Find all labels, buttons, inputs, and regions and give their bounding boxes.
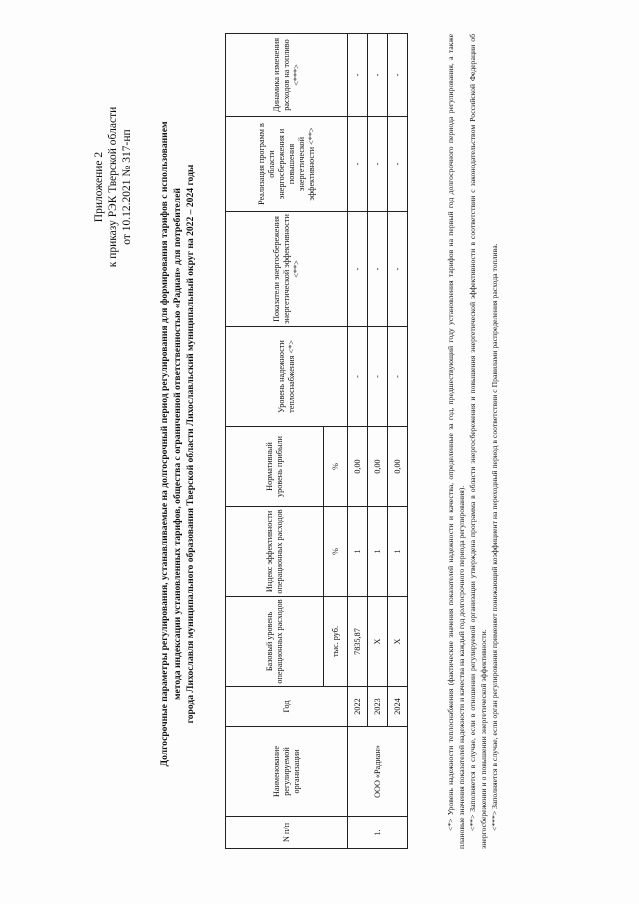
cell-fuel-dynamics: - <box>368 34 388 117</box>
cell-reliability: - <box>388 327 408 427</box>
table-row <box>388 34 408 849</box>
cell-reliability: - <box>368 327 388 427</box>
header-reliability: Уровень надежности теплоснабжения <*> <box>226 327 348 427</box>
appendix-header <box>92 82 134 292</box>
cell-year: 2023 <box>368 687 388 727</box>
cell-base-opex: X <box>388 597 408 687</box>
cell-year: 2024 <box>388 687 408 727</box>
appendix-number: Приложение 2 <box>93 151 105 223</box>
cell-program: - <box>368 117 388 212</box>
parameters-table-wrap <box>225 34 408 849</box>
header-program: Реализация программ в области энергосбережения и повышения энергетической эффективности <**> <box>226 117 348 212</box>
appendix-order-date: от 10.12.2021 № 317-нп <box>121 129 133 245</box>
footnotes <box>445 34 500 849</box>
header-number: N п/п <box>226 817 348 849</box>
cell-profit-level: 0,00 <box>368 427 388 507</box>
cell-program: - <box>388 117 408 212</box>
cell-efficiency-index: 1 <box>388 507 408 597</box>
footnote-fuel: <***> Заполняется в случае, если орган регулирования применяет понижающий коэффициент на переходный период в соответствии с Правилами распределения расхода топлива. <box>490 243 499 831</box>
row-organization: ООО «Радиан» <box>348 727 408 817</box>
cell-program: - <box>348 117 368 212</box>
table-row <box>368 34 388 849</box>
unit-efficiency-index: % <box>324 507 348 597</box>
title-line-3: города Лихославля муниципального образования Тверской области Лихославльский муниципальный округ на 2022 – 2024 годы <box>185 164 196 724</box>
cell-base-opex: X <box>368 597 388 687</box>
cell-fuel-dynamics: - <box>388 34 408 117</box>
cell-fuel-dynamics: - <box>348 34 368 117</box>
header-year: Год <box>226 687 348 727</box>
header-energy-saving: Показатели энергосбережения энергетической эффективности <**> <box>226 212 348 327</box>
footnote-reliability: <*> Уровень надежности теплоснабжения (фактические значения показателей надежности и качества, определенные за год, предшествующий году установления тарифов на первый год долгосрочного периода регулирования, а также плановые значения показателей надежности и качества на каждый год долгосрочного периода регулирования). <box>446 34 466 849</box>
cell-year: 2022 <box>348 687 368 727</box>
footnote-energy-saving: <**> Заполняется в случае, если в отношении регулируемой организации утверждена программа в области энергосбережения и повышения энергетической эффективности в соответствии с законодательством Российской Федерации об энергосбережении и о повышении энергетической эффективности. <box>468 34 488 849</box>
cell-efficiency-index: 1 <box>368 507 388 597</box>
cell-efficiency-index: 1 <box>348 507 368 597</box>
document-title <box>158 44 197 844</box>
cell-energy-saving: - <box>388 212 408 327</box>
cell-profit-level: 0,00 <box>388 427 408 507</box>
unit-base-opex: тыс. руб. <box>324 597 348 687</box>
unit-profit-level: % <box>324 427 348 507</box>
row-number: 1. <box>348 817 408 849</box>
appendix-order-ref: к приказу РЭК Тверской области <box>107 106 119 268</box>
header-organization: Наименование регулируемой организации <box>226 727 348 817</box>
parameters-table <box>225 33 408 849</box>
table-row <box>348 34 368 849</box>
cell-energy-saving: - <box>348 212 368 327</box>
header-base-opex: Базовый уровень операционных расходов <box>226 597 324 687</box>
title-line-1: Долгосрочные параметры регулирования, устанавливаемые на долгосрочный период регулирования для формирования тарифов с использованием <box>159 121 170 767</box>
cell-base-opex: 7835,87 <box>348 597 368 687</box>
header-efficiency-index: Индекс эффективности операционных расходов <box>226 507 324 597</box>
cell-reliability: - <box>348 327 368 427</box>
cell-profit-level: 0,00 <box>348 427 368 507</box>
header-fuel-dynamics: Динамика изменения расходов на топливо <***> <box>226 34 348 117</box>
title-line-2: метода индексации установленных тарифов, общества с ограниченной ответственностью «Радиан» для потребителей <box>172 188 183 700</box>
header-profit-level: Нормативный уровень прибыли <box>226 427 324 507</box>
cell-energy-saving: - <box>368 212 388 327</box>
